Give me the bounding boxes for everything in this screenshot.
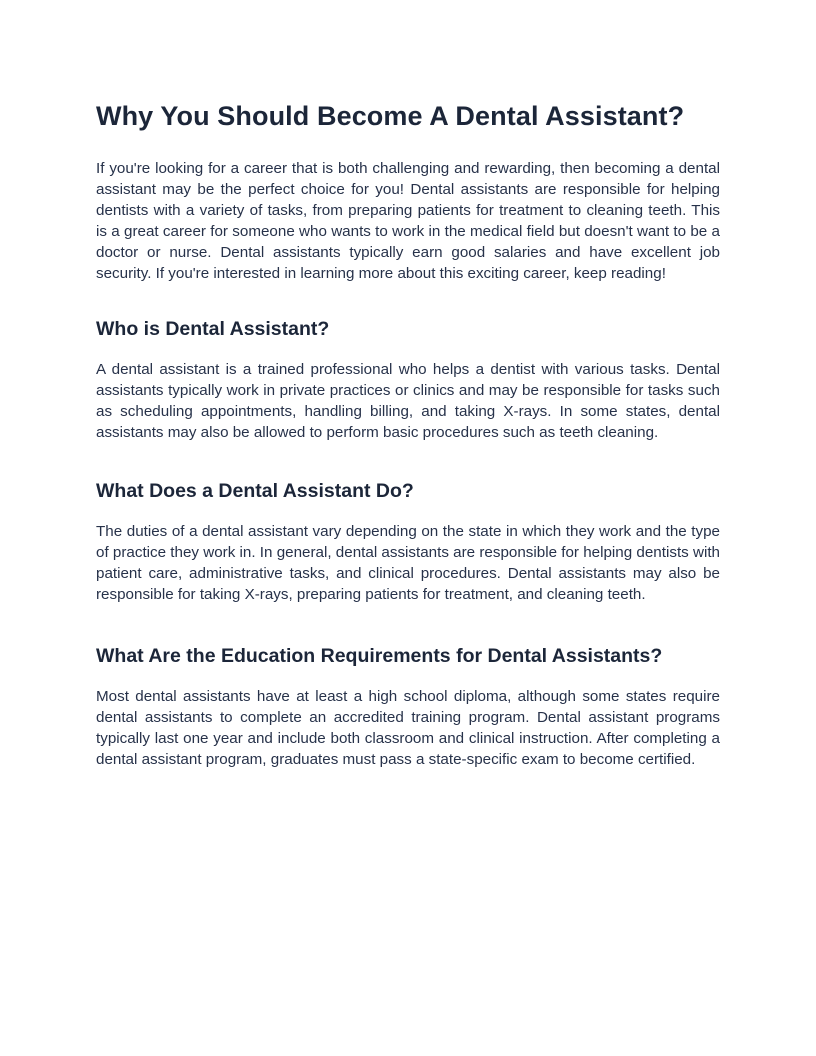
section-heading: What Does a Dental Assistant Do? xyxy=(96,480,414,502)
section-heading: Who is Dental Assistant? xyxy=(96,318,330,340)
section-who-is-dental-assistant xyxy=(96,315,720,443)
document-page xyxy=(96,96,720,770)
section-what-does-dental-assistant-do xyxy=(96,477,720,605)
section-paragraph: A dental assistant is a trained professional who helps a dentist with various tasks. Dental assistants typically work in private practices or clinics and may be responsible for tasks such as scheduling appointments, handling billing, and taking X-rays. In some states, dental assistants may also be allowed to perform basic procedures such as teeth cleaning. xyxy=(96,361,720,441)
section-heading: What Are the Education Requirements for Dental Assistants? xyxy=(96,645,663,667)
section-education-requirements xyxy=(96,642,720,770)
section-paragraph: Most dental assistants have at least a high school diploma, although some states require dental assistants to complete an accredited training program. Dental assistant programs typically last one year and include both classroom and clinical instruction. After completing a dental assistant program, graduates must pass a state-specific exam to become certified. xyxy=(96,688,720,768)
section-paragraph: The duties of a dental assistant vary depending on the state in which they work and the type of practice they work in. In general, dental assistants are responsible for helping dentists with patient care, administrative tasks, and clinical procedures. Dental assistants may also be responsible for taking X-rays, preparing patients for treatment, and cleaning teeth. xyxy=(96,523,720,603)
intro-paragraph: If you're looking for a career that is both challenging and rewarding, then becoming a dental assistant may be the perfect choice for you! Dental assistants are responsible for helping dentists with a variety of tasks, from preparing patients for treatment to cleaning teeth. This is a great career for someone who wants to work in the medical field but doesn't want to be a doctor or nurse. Dental assistants typically earn good salaries and have excellent job security. If you're interested in learning more about this exciting career, keep reading! xyxy=(96,160,720,282)
page-title: Why You Should Become A Dental Assistant? xyxy=(96,101,685,131)
